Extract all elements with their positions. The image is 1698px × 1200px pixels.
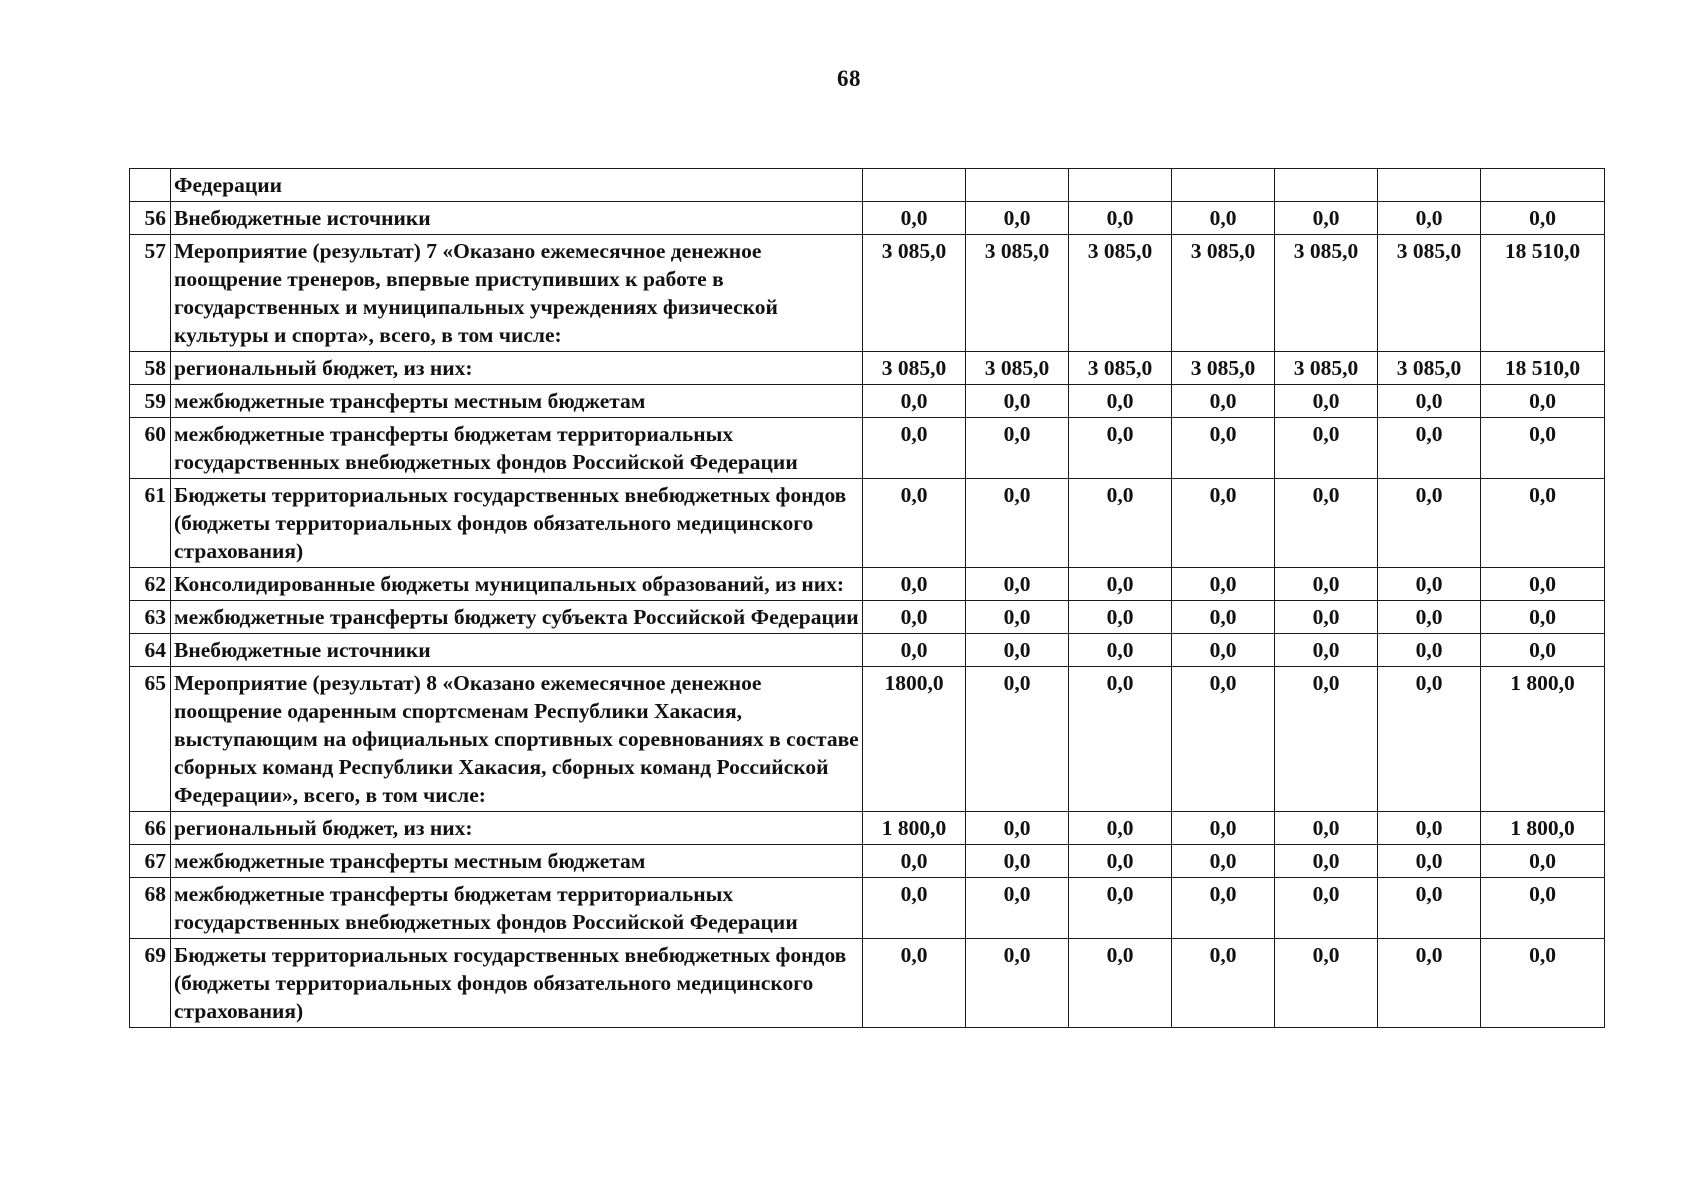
value-cell: 0,0 bbox=[1378, 418, 1481, 479]
row-number: 65 bbox=[130, 667, 171, 812]
value-cell: 0,0 bbox=[1069, 601, 1172, 634]
value-cell: 0,0 bbox=[1275, 479, 1378, 568]
row-description: Мероприятие (результат) 8 «Оказано ежемесячное денежное поощрение одаренным спортсменам Республики Хакасия, выступающим на официальных спортивных соревнованиях в составе сборных команд Республики Хакасия, сборных команд Российской Федерации», всего, в том числе: bbox=[171, 667, 863, 812]
value-cell: 0,0 bbox=[1069, 667, 1172, 812]
value-cell: 0,0 bbox=[863, 202, 966, 235]
value-cell: 0,0 bbox=[863, 845, 966, 878]
value-cell: 3 085,0 bbox=[1378, 235, 1481, 352]
table-row bbox=[130, 568, 1605, 601]
total-cell: 0,0 bbox=[1481, 845, 1605, 878]
total-cell: 0,0 bbox=[1481, 634, 1605, 667]
value-cell: 0,0 bbox=[966, 667, 1069, 812]
value-cell: 0,0 bbox=[1172, 202, 1275, 235]
row-number: 63 bbox=[130, 601, 171, 634]
value-cell: 0,0 bbox=[1275, 812, 1378, 845]
value-cell: 0,0 bbox=[1069, 202, 1172, 235]
value-cell: 0,0 bbox=[863, 634, 966, 667]
value-cell: 3 085,0 bbox=[1172, 352, 1275, 385]
value-cell: 3 085,0 bbox=[966, 352, 1069, 385]
value-cell: 0,0 bbox=[966, 479, 1069, 568]
value-cell: 0,0 bbox=[1172, 568, 1275, 601]
value-cell: 0,0 bbox=[1378, 812, 1481, 845]
table-row bbox=[130, 634, 1605, 667]
total-cell: 1 800,0 bbox=[1481, 812, 1605, 845]
value-cell: 0,0 bbox=[1069, 845, 1172, 878]
row-description: Консолидированные бюджеты муниципальных образований, из них: bbox=[171, 568, 863, 601]
value-cell: 0,0 bbox=[1069, 385, 1172, 418]
value-cell: 0,0 bbox=[966, 845, 1069, 878]
row-description: Федерации bbox=[171, 169, 863, 202]
value-cell: 0,0 bbox=[1275, 845, 1378, 878]
row-number: 59 bbox=[130, 385, 171, 418]
value-cell: 0,0 bbox=[863, 479, 966, 568]
value-cell: 3 085,0 bbox=[1378, 352, 1481, 385]
row-description: межбюджетные трансферты бюджетам территориальных государственных внебюджетных фондов Российской Федерации bbox=[171, 878, 863, 939]
value-cell bbox=[863, 169, 966, 202]
value-cell: 0,0 bbox=[1275, 202, 1378, 235]
row-description: Внебюджетные источники bbox=[171, 202, 863, 235]
value-cell: 3 085,0 bbox=[966, 235, 1069, 352]
row-number: 68 bbox=[130, 878, 171, 939]
value-cell: 0,0 bbox=[1378, 845, 1481, 878]
value-cell: 3 085,0 bbox=[1275, 235, 1378, 352]
table-row bbox=[130, 202, 1605, 235]
value-cell: 0,0 bbox=[863, 878, 966, 939]
value-cell: 0,0 bbox=[1172, 634, 1275, 667]
value-cell: 0,0 bbox=[1069, 634, 1172, 667]
budget-table bbox=[129, 168, 1605, 1028]
row-description: Бюджеты территориальных государственных внебюджетных фондов (бюджеты территориальных фондов обязательного медицинского страхования) bbox=[171, 479, 863, 568]
row-description: межбюджетные трансферты местным бюджетам bbox=[171, 385, 863, 418]
table-row bbox=[130, 939, 1605, 1028]
value-cell: 0,0 bbox=[1172, 601, 1275, 634]
value-cell: 0,0 bbox=[966, 568, 1069, 601]
row-description: межбюджетные трансферты местным бюджетам bbox=[171, 845, 863, 878]
value-cell: 0,0 bbox=[1172, 479, 1275, 568]
value-cell: 0,0 bbox=[966, 601, 1069, 634]
row-number: 60 bbox=[130, 418, 171, 479]
value-cell: 1 800,0 bbox=[863, 812, 966, 845]
row-description: Мероприятие (результат) 7 «Оказано ежемесячное денежное поощрение тренеров, впервые приступивших к работе в государственных и муниципальных учреждениях физической культуры и спорта», всего, в том числе: bbox=[171, 235, 863, 352]
value-cell: 0,0 bbox=[863, 939, 966, 1028]
value-cell: 0,0 bbox=[1378, 634, 1481, 667]
value-cell bbox=[966, 169, 1069, 202]
value-cell: 0,0 bbox=[1275, 634, 1378, 667]
table-row bbox=[130, 845, 1605, 878]
row-number: 69 bbox=[130, 939, 171, 1028]
value-cell: 0,0 bbox=[1172, 812, 1275, 845]
value-cell: 0,0 bbox=[966, 939, 1069, 1028]
row-number: 61 bbox=[130, 479, 171, 568]
value-cell: 0,0 bbox=[1172, 667, 1275, 812]
value-cell: 0,0 bbox=[1378, 878, 1481, 939]
table-row bbox=[130, 812, 1605, 845]
table-row bbox=[130, 479, 1605, 568]
value-cell: 0,0 bbox=[1378, 479, 1481, 568]
value-cell: 0,0 bbox=[1172, 878, 1275, 939]
value-cell: 0,0 bbox=[1275, 568, 1378, 601]
row-description: Внебюджетные источники bbox=[171, 634, 863, 667]
row-description: межбюджетные трансферты бюджету субъекта Российской Федерации bbox=[171, 601, 863, 634]
row-description: межбюджетные трансферты бюджетам территориальных государственных внебюджетных фондов Российской Федерации bbox=[171, 418, 863, 479]
value-cell: 0,0 bbox=[1378, 601, 1481, 634]
table-row bbox=[130, 418, 1605, 479]
value-cell: 0,0 bbox=[863, 601, 966, 634]
table-row bbox=[130, 169, 1605, 202]
total-cell: 18 510,0 bbox=[1481, 352, 1605, 385]
total-cell: 0,0 bbox=[1481, 878, 1605, 939]
value-cell: 0,0 bbox=[863, 568, 966, 601]
row-number: 57 bbox=[130, 235, 171, 352]
value-cell: 3 085,0 bbox=[863, 235, 966, 352]
value-cell: 0,0 bbox=[966, 812, 1069, 845]
value-cell: 0,0 bbox=[1069, 812, 1172, 845]
value-cell bbox=[1378, 169, 1481, 202]
value-cell: 0,0 bbox=[1378, 667, 1481, 812]
total-cell: 0,0 bbox=[1481, 568, 1605, 601]
value-cell: 0,0 bbox=[1069, 479, 1172, 568]
total-cell: 0,0 bbox=[1481, 418, 1605, 479]
value-cell: 0,0 bbox=[1069, 939, 1172, 1028]
value-cell: 1800,0 bbox=[863, 667, 966, 812]
value-cell bbox=[1172, 169, 1275, 202]
value-cell: 0,0 bbox=[1378, 385, 1481, 418]
value-cell: 0,0 bbox=[1275, 667, 1378, 812]
total-cell: 1 800,0 bbox=[1481, 667, 1605, 812]
value-cell: 0,0 bbox=[966, 385, 1069, 418]
value-cell: 3 085,0 bbox=[1069, 235, 1172, 352]
value-cell: 0,0 bbox=[1069, 568, 1172, 601]
table-row bbox=[130, 385, 1605, 418]
total-cell: 0,0 bbox=[1481, 601, 1605, 634]
value-cell: 3 085,0 bbox=[1172, 235, 1275, 352]
value-cell: 3 085,0 bbox=[1069, 352, 1172, 385]
total-cell: 0,0 bbox=[1481, 479, 1605, 568]
table-row bbox=[130, 235, 1605, 352]
value-cell: 0,0 bbox=[1172, 418, 1275, 479]
value-cell: 0,0 bbox=[1378, 568, 1481, 601]
value-cell: 0,0 bbox=[966, 634, 1069, 667]
row-number: 62 bbox=[130, 568, 171, 601]
value-cell: 0,0 bbox=[863, 385, 966, 418]
total-cell: 0,0 bbox=[1481, 939, 1605, 1028]
value-cell: 0,0 bbox=[966, 202, 1069, 235]
row-number: 67 bbox=[130, 845, 171, 878]
value-cell: 0,0 bbox=[1275, 601, 1378, 634]
value-cell bbox=[1069, 169, 1172, 202]
table-row bbox=[130, 601, 1605, 634]
row-number: 64 bbox=[130, 634, 171, 667]
value-cell: 0,0 bbox=[1378, 202, 1481, 235]
row-number: 66 bbox=[130, 812, 171, 845]
table-row bbox=[130, 352, 1605, 385]
total-cell: 0,0 bbox=[1481, 385, 1605, 418]
row-description: Бюджеты территориальных государственных внебюджетных фондов (бюджеты территориальных фондов обязательного медицинского страхования) bbox=[171, 939, 863, 1028]
value-cell: 0,0 bbox=[1172, 939, 1275, 1028]
value-cell: 0,0 bbox=[1069, 418, 1172, 479]
table-body bbox=[130, 169, 1605, 1028]
value-cell: 0,0 bbox=[966, 418, 1069, 479]
total-cell: 0,0 bbox=[1481, 202, 1605, 235]
table-row bbox=[130, 878, 1605, 939]
value-cell: 0,0 bbox=[1275, 939, 1378, 1028]
total-cell: 18 510,0 bbox=[1481, 235, 1605, 352]
row-number: 58 bbox=[130, 352, 171, 385]
row-number: 56 bbox=[130, 202, 171, 235]
table-row bbox=[130, 667, 1605, 812]
value-cell: 3 085,0 bbox=[1275, 352, 1378, 385]
value-cell: 0,0 bbox=[1172, 845, 1275, 878]
value-cell: 0,0 bbox=[1069, 878, 1172, 939]
value-cell: 0,0 bbox=[1378, 939, 1481, 1028]
row-description: региональный бюджет, из них: bbox=[171, 352, 863, 385]
row-description: региональный бюджет, из них: bbox=[171, 812, 863, 845]
value-cell: 0,0 bbox=[863, 418, 966, 479]
row-number bbox=[130, 169, 171, 202]
value-cell: 0,0 bbox=[1275, 418, 1378, 479]
value-cell: 0,0 bbox=[966, 878, 1069, 939]
value-cell bbox=[1275, 169, 1378, 202]
value-cell: 3 085,0 bbox=[863, 352, 966, 385]
value-cell: 0,0 bbox=[1172, 385, 1275, 418]
value-cell: 0,0 bbox=[1275, 878, 1378, 939]
total-cell bbox=[1481, 169, 1605, 202]
page-number: 68 bbox=[837, 66, 861, 91]
value-cell: 0,0 bbox=[1275, 385, 1378, 418]
